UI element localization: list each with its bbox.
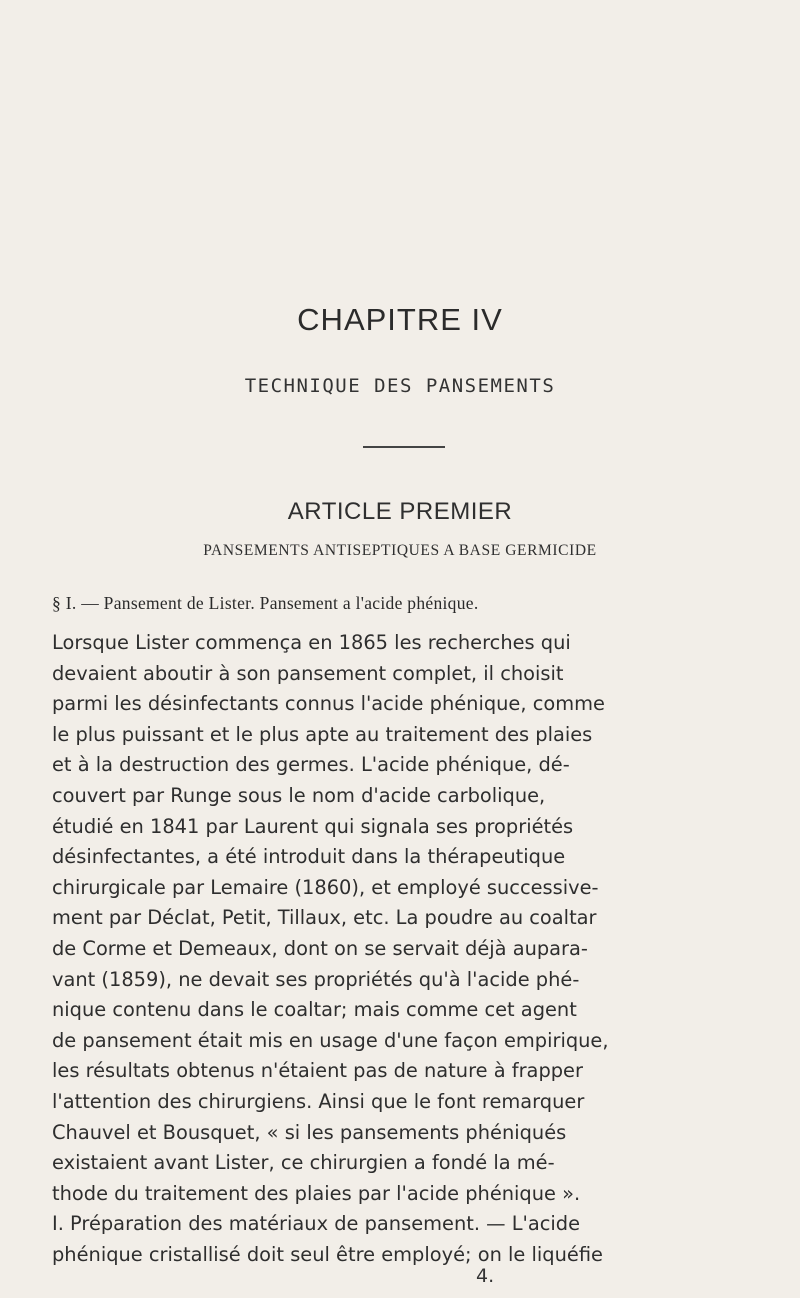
text-line: Lorsque Lister commença en 1865 les recherches qui — [52, 631, 571, 654]
section-title: PANSEMENTS ANTISEPTIQUES A BASE GERMICIDE — [203, 542, 597, 559]
text-line: les résultats obtenus n'étaient pas de nature à frapper — [52, 1059, 583, 1083]
text-line: de pansement était mis en usage d'une façon empirique, — [52, 1028, 609, 1052]
text-line: ment par Déclat, Petit, Tillaux, etc. La poudre au coaltar — [52, 906, 597, 930]
text-line: nique contenu dans le coaltar; mais comme cet agent — [52, 998, 577, 1022]
text-line: désinfectantes, a été introduit dans la thérapeutique — [52, 845, 566, 869]
text-line: I. Préparation des matériaux de pansement. — L'acide — [52, 1212, 581, 1236]
text-line: et à la destruction des germes. L'acide phénique, dé- — [52, 753, 570, 777]
text-line: phénique cristallisé doit seul être employé; on le liquéfie — [52, 1242, 603, 1266]
text-line: Chauvel et Bousquet, « si les pansements phéniqués — [52, 1120, 567, 1144]
body-text — [52, 628, 772, 1270]
text-line: couvert par Runge sous le nom d'acide carbolique, — [52, 783, 546, 807]
chapter-subtitle: TECHNIQUE DES PANSEMENTS — [244, 375, 556, 397]
divider-rule — [363, 446, 445, 448]
article-heading: ARTICLE PREMIER — [287, 498, 513, 525]
text-line: existaient avant Lister, ce chirurgien a fondé la mé- — [52, 1151, 555, 1175]
text-line: devaient aboutir à son pansement complet, il choisit — [52, 661, 564, 685]
text-line: le plus puissant et le plus apte au traitement des plaies — [52, 722, 593, 746]
page-number: 4. — [476, 1265, 495, 1287]
text-line: chirurgicale par Lemaire (1860), et employé successive- — [52, 875, 599, 899]
text-line: l'attention des chirurgiens. Ainsi que le font remarquer — [52, 1089, 585, 1113]
paragraph-heading: § I. — Pansement de Lister. Pansement a l'acide phénique. — [52, 593, 479, 613]
text-line: vant (1859), ne devait ses propriétés qu'à l'acide phé- — [52, 967, 580, 991]
text-line: de Corme et Demeaux, dont on se servait déjà aupara- — [52, 936, 588, 960]
chapter-title: CHAPITRE IV — [297, 302, 503, 337]
text-line: étudié en 1841 par Laurent qui signala ses propriétés — [52, 814, 574, 838]
text-line: parmi les désinfectants connus l'acide phénique, comme — [52, 692, 605, 716]
text-line: thode du traitement des plaies par l'acide phénique ». — [52, 1181, 581, 1205]
